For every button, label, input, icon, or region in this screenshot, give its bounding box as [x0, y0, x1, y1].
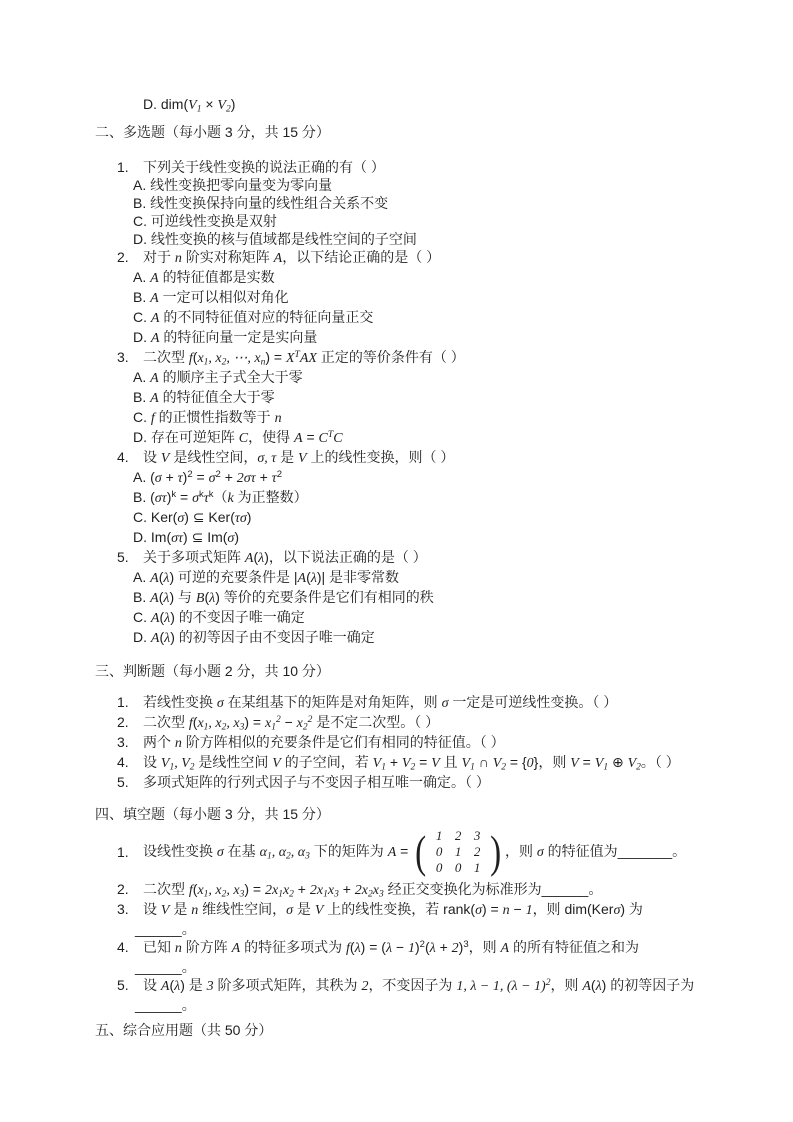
question — [95, 693, 705, 713]
option: D. 线性变换的核与值域都是线性空间的子空间 — [133, 231, 417, 247]
matrix-cell: 0 — [435, 844, 443, 859]
question-number: 5. — [117, 549, 129, 565]
option: B. 线性变换保持向量的线性组合关系不变 — [133, 195, 389, 211]
question-text: 下列关于线性变换的说法正确的有（ ） — [143, 159, 385, 175]
question-number: 2. — [117, 881, 129, 897]
question — [95, 348, 705, 448]
question-text: 设 V 是 n 维线性空间，σ 是 V 上的线性变换，若 rank(σ) = n − 1，则 dim(Kerσ) 为 — [143, 901, 643, 918]
question-number: 3. — [117, 349, 129, 365]
question — [95, 448, 705, 548]
question-number: 2. — [117, 249, 129, 265]
question-text: 设 A(λ) 是 3 阶多项式矩阵，其秩为 2，不变因子为 1, λ − 1, $(\lambda - 1)^2$，则 A(λ) 的初等因子为 — [143, 977, 695, 994]
matrix-cell: 3 — [473, 828, 481, 843]
section-title: 四、填空题（每小题 3 分，共 15 分） — [95, 806, 330, 822]
question-text: 若线性变换 σ 在某组基下的矩阵是对角矩阵，则 σ 一定是可逆线性变换。（ ） — [143, 694, 618, 711]
matrix-cell: 0 — [454, 860, 462, 875]
question-list — [95, 693, 705, 791]
question-text: 关于多项式矩阵 A(λ)，以下说法正确的是（ ） — [143, 549, 427, 566]
question-text: 二次型 $f(x_1$, $x_2$, $x_3) = 2x_1x_2 + 2x_1x_3 + 2x_2x_3$ 经正交变换化为标准形为______。 — [143, 881, 603, 900]
question — [95, 548, 705, 648]
question-number: 3. — [117, 734, 129, 750]
section-multiple-choice — [95, 123, 705, 648]
matrix-cell: 2 — [454, 828, 462, 843]
question — [95, 976, 705, 1014]
option: C. 可逆线性变换是双射 — [133, 213, 277, 229]
orphan-option-line: D. $dim(V_1 \times V_2)$ — [143, 96, 236, 115]
question-number: 1. — [117, 159, 129, 175]
option: B. A(λ) 与 B(λ) 等价的充要条件是它们有相同的秩 — [133, 589, 434, 606]
option: D. A(λ) 的初等因子由不变因子唯一确定 — [133, 629, 375, 646]
question-text: 两个 n 阶方阵相似的充要条件是它们有相同的特征值。（ ） — [143, 734, 505, 751]
question — [95, 733, 705, 753]
matrix-cell: 1 — [473, 860, 481, 875]
question-number: 1. — [117, 694, 129, 710]
question-number: 5. — [117, 977, 129, 993]
question — [95, 713, 705, 733]
question-list — [95, 827, 705, 1014]
question-text: 对于 n 阶实对称矩阵 A，以下结论正确的是（ ） — [143, 249, 441, 266]
section-title: 五、综合应用题（共 50 分） — [95, 1022, 273, 1038]
question-number: 5. — [117, 774, 129, 790]
section-fill-blank — [95, 805, 705, 1014]
question — [95, 248, 705, 348]
blank-line: ______。 — [135, 959, 196, 975]
section-true-false — [95, 662, 705, 791]
section-title: 二、多选题（每小题 3 分，共 15 分） — [95, 124, 330, 140]
section-title: 三、判断题（每小题 2 分，共 10 分） — [95, 663, 330, 679]
matrix — [413, 828, 503, 876]
question — [95, 753, 705, 773]
matrix-cell: 1 — [454, 844, 462, 859]
blank-line: ______。 — [135, 921, 196, 937]
option: C. f 的正惯性指数等于 n — [133, 409, 282, 426]
matrix-cell: 0 — [435, 860, 443, 875]
left-paren: ( — [415, 826, 427, 877]
option: B. $(\sigma\tau)^k = \sigma^k\tau^k(k$ 为正整数） — [133, 488, 308, 506]
question — [95, 158, 705, 248]
question-text: 二次型 $f(x_1$, $x_2$, $x_3) = x_1^2 - x_2^2$ 是不定二次型。（ ） — [143, 714, 440, 733]
right-paren: ) — [489, 826, 501, 877]
question-number: 4. — [117, 449, 129, 465]
section-comprehensive — [95, 1021, 705, 1039]
question-number: 3. — [117, 901, 129, 917]
question-text: 多项式矩阵的行列式因子与不变因子相互唯一确定。（ ） — [143, 774, 490, 790]
option: D. 存在可逆矩阵 C，使得 $A = C^TC$ — [133, 429, 343, 446]
question — [95, 827, 705, 877]
question-number: 1. — [117, 844, 129, 860]
option: A. A 的特征值都是实数 — [133, 269, 275, 286]
option: A. A 的顺序主子式全大于零 — [133, 369, 303, 386]
option: A. A(λ) 可逆的充要条件是 |A(λ)| 是非零常数 — [133, 569, 400, 586]
option: C. A 的不同特征值对应的特征向量正交 — [133, 309, 374, 326]
option: A. $(\sigma + \tau)^2 = \sigma^2 + 2\sigma\tau + \tau^2$ — [133, 468, 282, 486]
question-text: 设 $V_1$, $V_2$ 是线性空间 V 的子空间，若 $V_1 + V_2 = V$ 且 $V_1$ ∩ $V_2 = \{0\}$，则 $V = V_1$ ⊕ $V_2$。（ ） — [143, 754, 680, 773]
question-number: 2. — [117, 714, 129, 730]
option: D. Im(στ) ⊆ Im(σ) — [133, 529, 239, 546]
matrix-cell: 2 — [473, 844, 481, 859]
question — [95, 900, 705, 938]
question-text: 二次型 $f(x_1$, $x_2$, ⋯, $x_n) = X^TAX$ 正定的等价条件有（ ） — [143, 349, 465, 368]
blank-line: ______。 — [135, 997, 196, 1013]
question-list — [95, 158, 705, 648]
option: C. Ker(σ) ⊆ Ker(τσ) — [133, 509, 252, 526]
option: D. A 的特征向量一定是实向量 — [133, 329, 318, 346]
question-text: 设线性变换 σ 在基 $\alpha_1$, $\alpha_2$, $\alpha_3$ 下的矩阵为 A = — [143, 843, 409, 862]
question — [95, 938, 705, 976]
matrix-cell: 1 — [435, 828, 443, 843]
option: B. A 一定可以相似对角化 — [133, 289, 289, 306]
option: C. A(λ) 的不变因子唯一确定 — [133, 609, 305, 626]
question-text: ，则 σ 的特征值为_______。 — [504, 843, 687, 860]
question — [95, 773, 705, 791]
question — [95, 880, 705, 900]
question-number: 4. — [117, 939, 129, 955]
question-text: 设 V 是线性空间，σ, τ 是 V 上的线性变换，则（ ） — [143, 449, 455, 466]
option: A. 线性变换把零向量变为零向量 — [133, 177, 333, 193]
question-text: 已知 n 阶方阵 A 的特征多项式为 $f(\lambda) = (\lambda - 1)^2(\lambda + 2)^3$，则 A 的所有特征值之和为 — [143, 938, 639, 956]
option: B. A 的特征值全大于零 — [133, 389, 275, 406]
question-number: 4. — [117, 754, 129, 770]
